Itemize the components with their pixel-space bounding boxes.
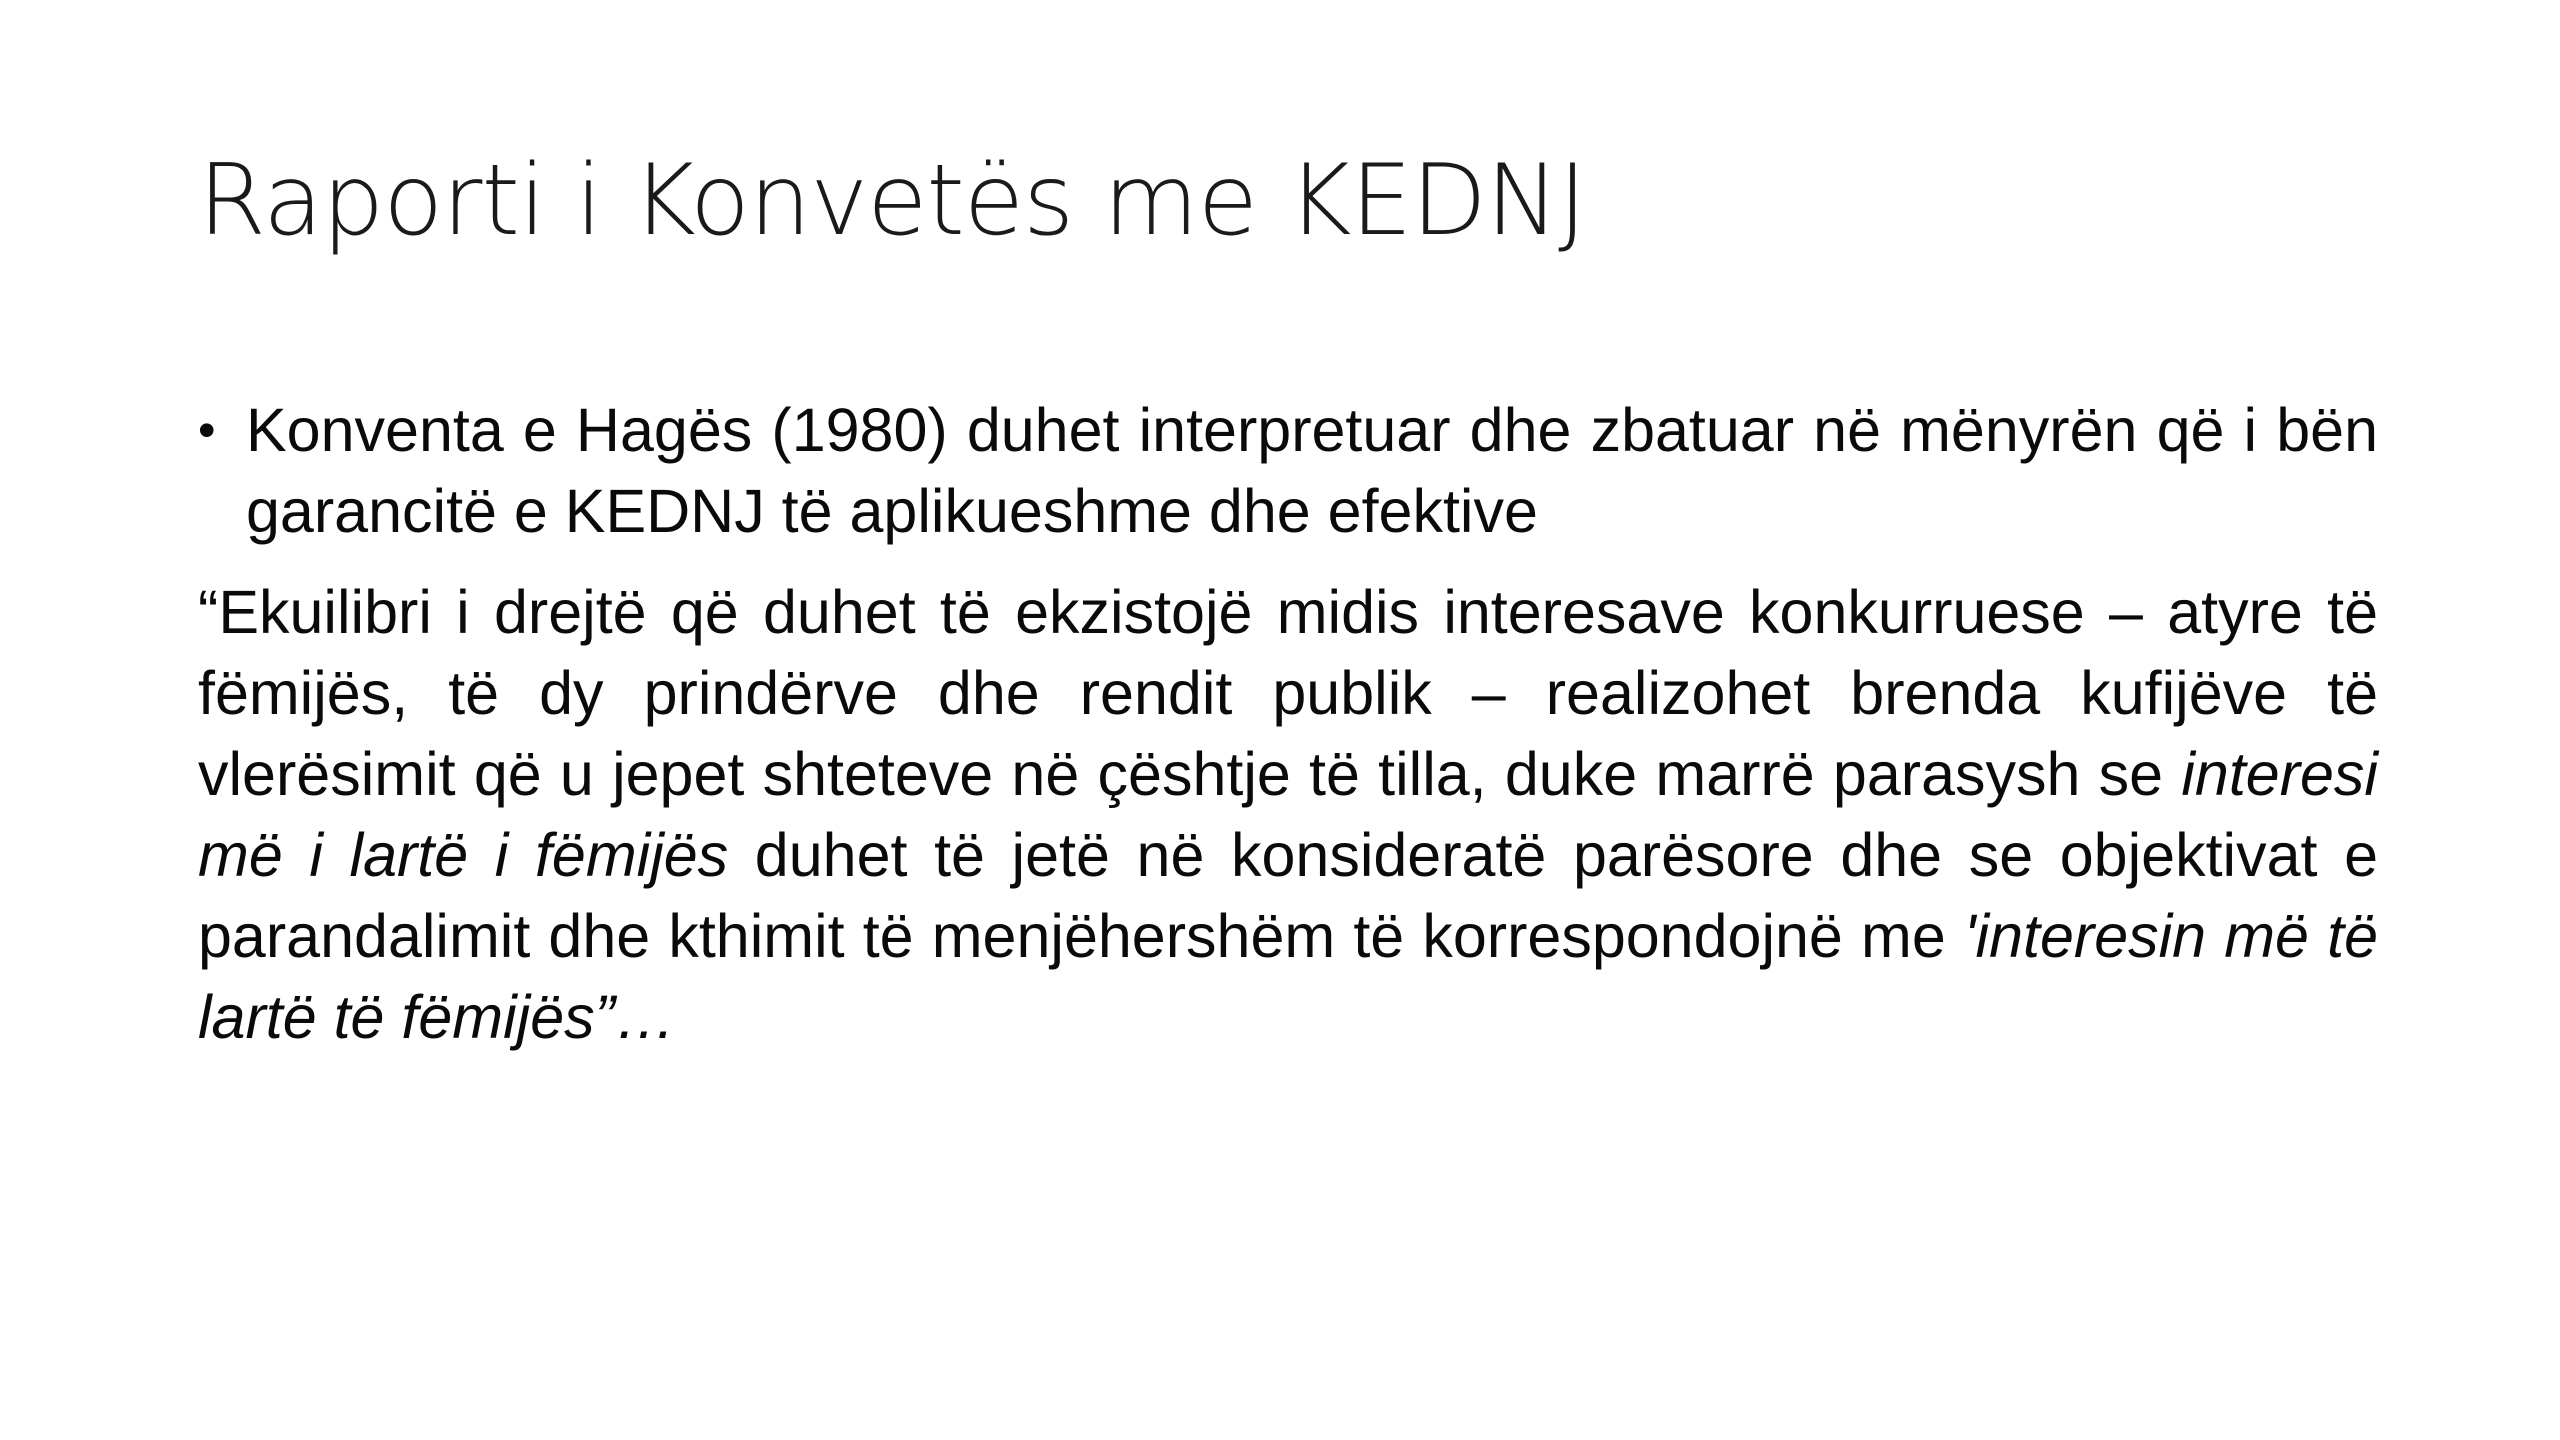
slide-title: Raporti i Konvetës me KEDNJ xyxy=(198,144,1587,258)
slide-body xyxy=(198,390,2378,1058)
bullet-marker: • xyxy=(198,402,216,458)
quote-text-part-2: duhet të jetë në konsideratë parësore dhe se objektivat e parandalimit dhe kthimit të menjëhershëm të korrespondojnë me xyxy=(198,821,2378,970)
quote-italic-phrase-1: interesi më i lartë i fëmijës xyxy=(198,740,2378,889)
quote-text-part-1: “Ekuilibri i drejtë që duhet të ekzistojë midis interesave konkurruese – atyre të fëmijës, të dy prindërve dhe rendit publik – realizohet brenda kufijëve të vlerësimit që u jepet shteteve në çështje të tilla, duke marrë parasysh se xyxy=(198,578,2378,808)
bullet-text: Konventa e Hagës (1980) duhet interpretuar dhe zbatuar në mënyrën që i bën garancitë e KEDNJ të aplikueshme dhe efektive xyxy=(246,396,2378,545)
bullet-item xyxy=(198,390,2378,552)
quote-italic-phrase-2: 'interesin më të lartë të fëmijës”… xyxy=(198,902,2378,1051)
quote-paragraph xyxy=(198,572,2378,1058)
